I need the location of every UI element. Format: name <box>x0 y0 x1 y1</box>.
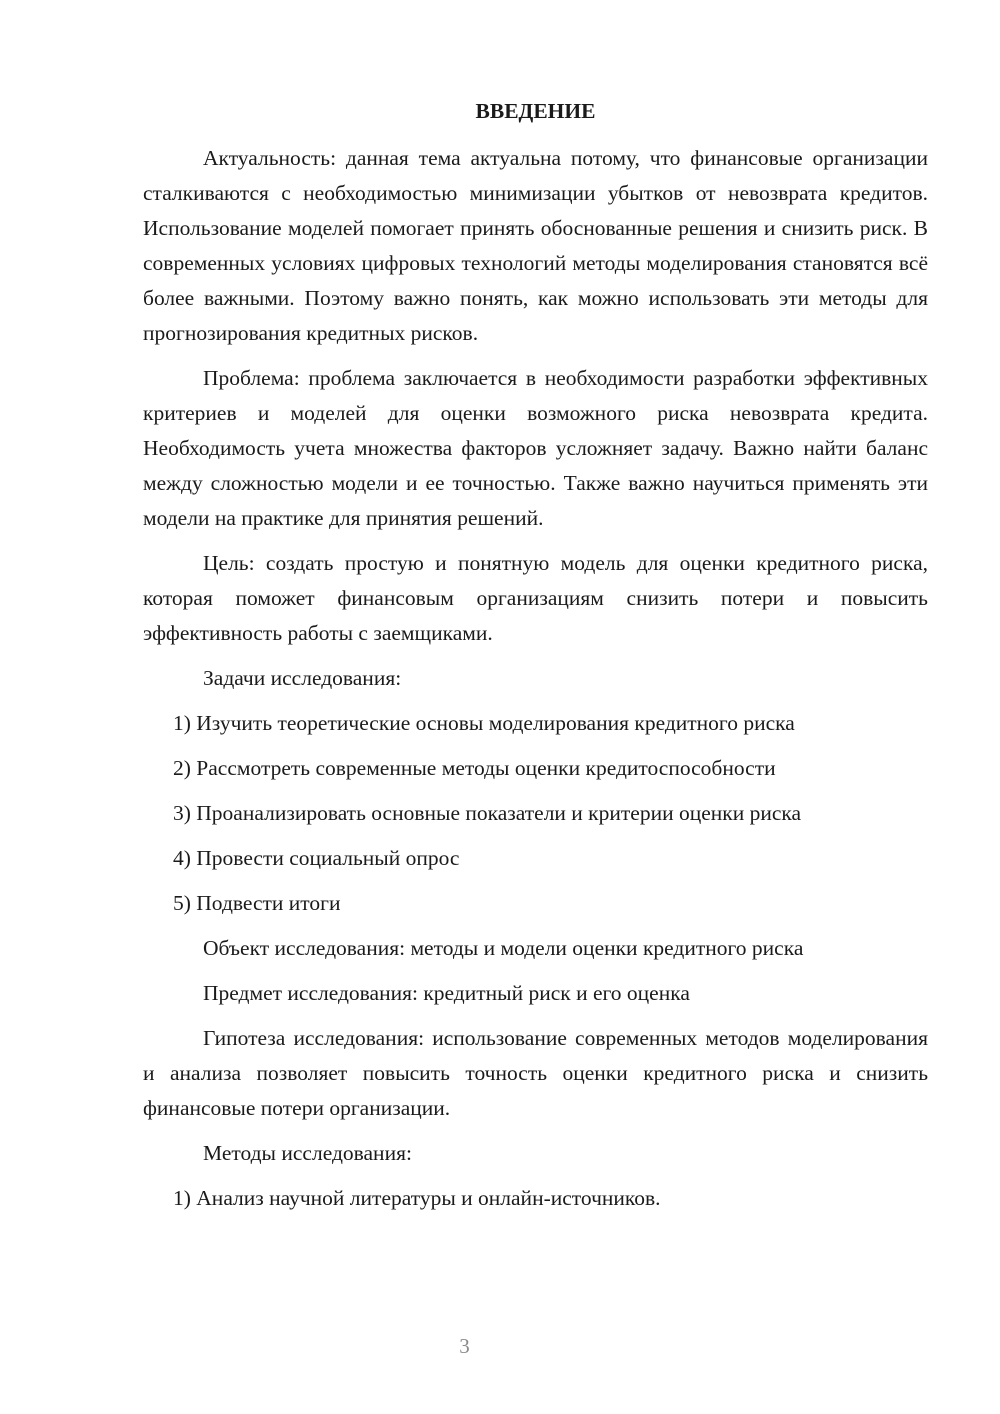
subject-line: Предмет исследования: кредитный риск и его оценка <box>203 981 690 1005</box>
document-page <box>143 94 928 1226</box>
task-item: 2) Рассмотреть современные методы оценки кредитоспособности <box>173 756 776 780</box>
object-line: Объект исследования: методы и модели оценки кредитного риска <box>203 936 804 960</box>
methods-heading: Методы исследования: <box>203 1141 412 1165</box>
problem-paragraph: Проблема: проблема заключается в необходимости разработки эффективных критериев и моделей для оценки возможного риска невозврата кредита. Необходимость учета множества факторов усложняет задачу. Важно найти баланс между сложностью модели и ее точностью. Также важно научиться применять эти модели на практике для принятия решений. <box>143 366 928 530</box>
hypothesis-paragraph: Гипотеза исследования: использование современных методов моделирования и анализа позволяет повысить точность оценки кредитного риска и снизить финансовые потери организации. <box>143 1026 928 1120</box>
task-item: 1) Изучить теоретические основы моделирования кредитного риска <box>173 711 795 735</box>
section-title: ВВЕДЕНИЕ <box>475 99 596 123</box>
page-number: 3 <box>459 1334 470 1358</box>
method-item: 1) Анализ научной литературы и онлайн-источников. <box>173 1186 661 1210</box>
task-item: 5) Подвести итоги <box>173 891 341 915</box>
goal-paragraph: Цель: создать простую и понятную модель для оценки кредитного риска, которая поможет финансовым организациям снизить потери и повысить эффективность работы с заемщиками. <box>143 551 928 645</box>
task-item: 3) Проанализировать основные показатели и критерии оценки риска <box>173 801 802 825</box>
relevance-paragraph: Актуальность: данная тема актуальна потому, что финансовые организации сталкиваются с необходимостью минимизации убытков от невозврата кредитов. Использование моделей помогает принять обоснованные решения и снизить риск. В современных условиях цифровых технологий методы моделирования становятся всё более важными. Поэтому важно понять, как можно использовать эти методы для прогнозирования кредитных рисков. <box>143 146 928 345</box>
tasks-heading: Задачи исследования: <box>203 666 402 690</box>
task-item: 4) Провести социальный опрос <box>173 846 460 870</box>
